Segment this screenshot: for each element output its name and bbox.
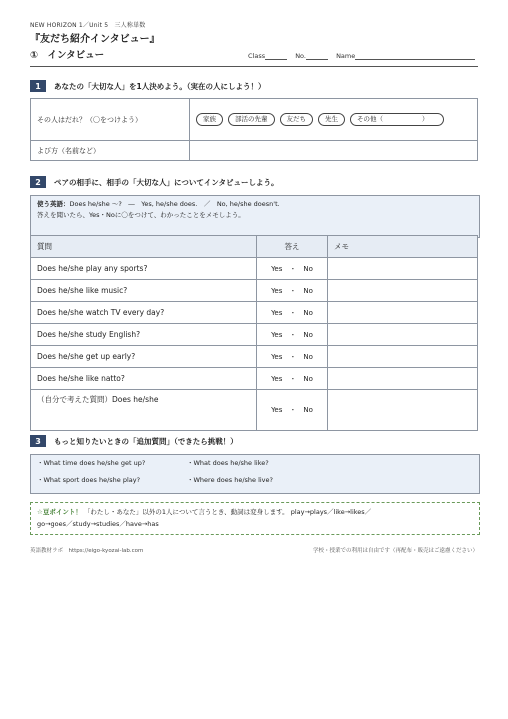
worksheet-title: 『友だち紹介インタビュー』 xyxy=(30,34,160,45)
nickname-field[interactable] xyxy=(190,141,478,161)
option-club-senior[interactable]: 部活の先輩 xyxy=(228,113,275,126)
phrase-label: 使う英語： xyxy=(37,200,70,208)
section-3-heading: もっと知りたいときの「追加質問」（できたら挑戦！） xyxy=(54,436,238,446)
class-field[interactable] xyxy=(265,52,287,60)
table-row xyxy=(31,258,478,280)
extra-questions-box xyxy=(30,454,480,494)
section-3-header xyxy=(30,435,238,447)
worksheet-subtitle: ① インタビュー xyxy=(30,50,105,61)
header-divider xyxy=(30,66,478,67)
memo-field[interactable] xyxy=(328,258,478,280)
unit-label: NEW HORIZON 1／Unit 5 三人称単数 xyxy=(30,22,146,29)
memo-field[interactable] xyxy=(328,302,478,324)
interview-table xyxy=(30,235,478,431)
extra-question: ・What sport does he/she play? xyxy=(37,475,141,484)
option-teacher[interactable]: 先生 xyxy=(318,113,345,126)
answer-header: 答え xyxy=(257,236,328,258)
question-text: Does he/she play any sports? xyxy=(31,258,257,280)
who-options-cell xyxy=(190,99,478,141)
question-text: Does he/she like natto? xyxy=(31,368,257,390)
phrase-box xyxy=(30,195,480,238)
footer-notice: 学校・授業での利用は自由です（再配布・販売はご遠慮ください） xyxy=(312,548,478,554)
yes-no-choice[interactable]: Yes ・ No xyxy=(257,302,328,324)
question-text: Does he/she watch TV every day? xyxy=(31,302,257,324)
name-label: Name xyxy=(336,52,356,60)
question-text: Does he/she like music? xyxy=(31,280,257,302)
yes-no-choice[interactable]: Yes ・ No xyxy=(257,258,328,280)
table-row xyxy=(31,346,478,368)
section-2-header xyxy=(30,176,279,188)
phrase-note: 答えを聞いたら、Yes・Noに〇をつけて、わかったことをメモしよう。 xyxy=(37,211,245,219)
yes-no-choice[interactable]: Yes ・ No xyxy=(257,346,328,368)
section-1-badge: 1 xyxy=(30,80,46,92)
extra-question: ・What does he/she like? xyxy=(187,459,269,467)
tip-heading: ☆豆ポイント！ xyxy=(37,508,82,516)
class-label: Class xyxy=(248,52,266,60)
tip-line-1: 「わたし・あなた」以外の1人について言うとき、動詞は変身します。 play→plays／like→likes／ xyxy=(83,508,372,516)
option-family[interactable]: 家族 xyxy=(196,113,223,126)
phrase-text: Does he/she ～? ― Yes, he/she does. ／ No, he/she doesn't. xyxy=(69,200,280,208)
extra-question: ・What time does he/she get up? xyxy=(37,459,146,467)
tip-box xyxy=(30,502,480,535)
number-field[interactable] xyxy=(306,52,328,60)
memo-header: メモ xyxy=(328,236,478,258)
table-row xyxy=(31,368,478,390)
table-row xyxy=(31,324,478,346)
question-header: 質問 xyxy=(31,236,257,258)
option-friend[interactable]: 友だち xyxy=(280,113,314,126)
name-field[interactable] xyxy=(355,52,475,60)
important-person-table xyxy=(30,98,478,161)
memo-field[interactable] xyxy=(328,280,478,302)
own-question-text[interactable]: （自分で考えた質問）Does he/she xyxy=(31,390,257,431)
section-3-badge: 3 xyxy=(30,435,46,447)
table-row xyxy=(31,390,478,431)
yes-no-choice[interactable]: Yes ・ No xyxy=(257,324,328,346)
yes-no-choice[interactable]: Yes ・ No xyxy=(257,280,328,302)
question-text: Does he/she study English? xyxy=(31,324,257,346)
question-text: Does he/she get up early? xyxy=(31,346,257,368)
table-row xyxy=(31,302,478,324)
section-1-header xyxy=(30,80,265,92)
section-2-badge: 2 xyxy=(30,176,46,188)
extra-question: ・Where does he/she live? xyxy=(187,475,273,484)
no-label: No. xyxy=(295,52,306,60)
who-label: その人はだれ？（〇をつけよう） xyxy=(31,99,190,141)
memo-field[interactable] xyxy=(328,346,478,368)
table-row xyxy=(31,280,478,302)
yes-no-choice[interactable]: Yes ・ No xyxy=(257,390,328,431)
memo-field[interactable] xyxy=(328,390,478,431)
yes-no-choice[interactable]: Yes ・ No xyxy=(257,368,328,390)
memo-field[interactable] xyxy=(328,368,478,390)
memo-field[interactable] xyxy=(328,324,478,346)
section-2-heading: ペアの相手に、相手の「大切な人」についてインタビューしよう。 xyxy=(54,177,279,187)
option-other[interactable]: その他（ ） xyxy=(350,113,444,126)
footer-site: 英語教材ラボ https://eigo-kyozai-lab.com xyxy=(30,548,144,554)
student-info-fields xyxy=(248,52,475,60)
tip-line-2: go→goes／study→studies／have→has xyxy=(37,520,159,528)
nickname-label: よび方（名前など） xyxy=(31,141,190,161)
section-1-heading: あなたの「大切な人」を1人決めよう。（実在の人にしよう！） xyxy=(54,81,266,91)
